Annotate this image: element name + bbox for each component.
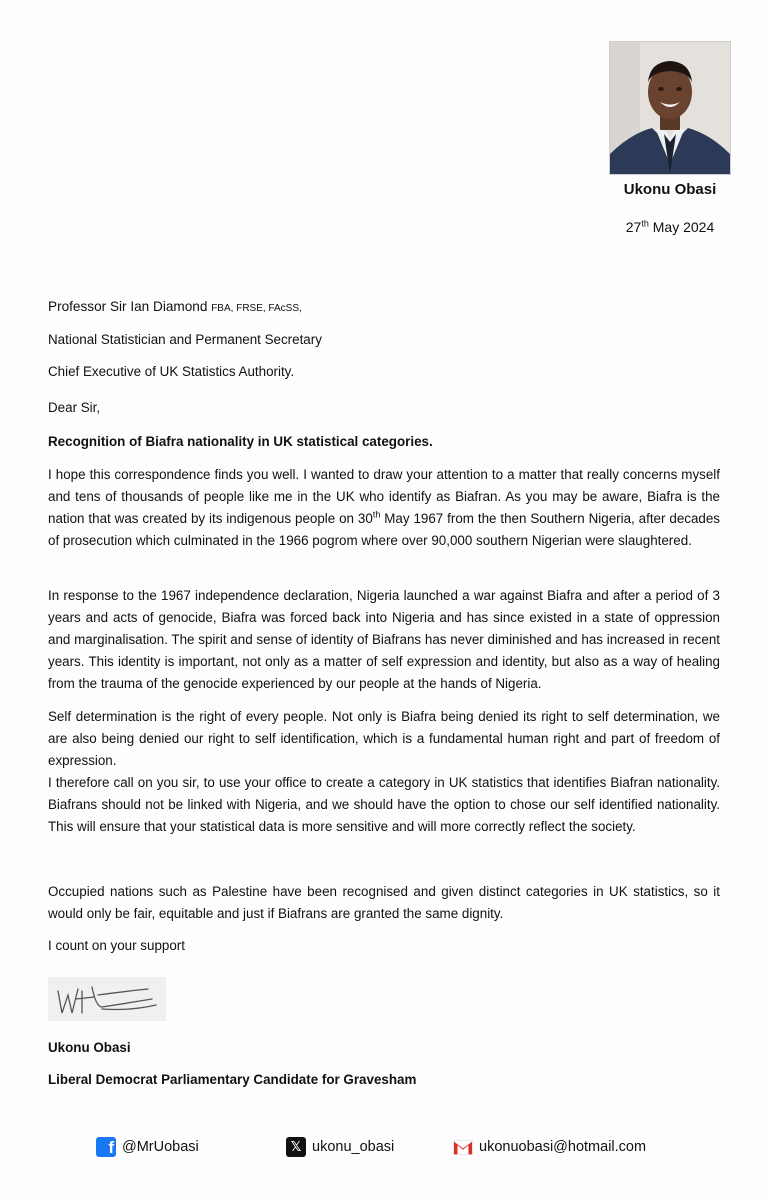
recipient-name (48, 296, 720, 320)
paragraph-4: I therefore call on you sir, to use your office to create a category in UK statistics that identifies Biafran nationality. Biafrans should not be linked with Nigeria, and we should have the option to chose our self identified nationality. This will ensure that your statistical data is more sensitive and will more correctly reflect the society. (48, 775, 720, 834)
facebook-handle[interactable]: @MrUobasi (122, 1139, 199, 1155)
date-day: 27 (625, 219, 642, 235)
paragraph-3: Self determination is the right of every people. Not only is Biafra being denied its right to self determination, we are also being denied our right to self identification, which is a fundamental human right and part of freedom of expression. (48, 709, 720, 768)
signoff-title: Liberal Democrat Parliamentary Candidate for Gravesham (48, 1072, 417, 1087)
date-month-year: May 2024 (652, 219, 715, 235)
paragraph-1-end: May 1967 from the then Southern Nigeria, after decades of prosecution which culminated in the 1966 pogrom where over 90,000 southern Nigerian were slaughtered. (48, 511, 721, 548)
paragraph-1-start: I hope this correspondence finds you well. I wanted to draw your attention to a matter that really concerns myself and tens of thousands of people like me in the UK who identify as Biafran. As you may be aware, Biafra is the nation that was created by its indigenous people on 30 (48, 467, 720, 526)
closing-line: I count on your support (48, 938, 185, 953)
signoff-name: Ukonu Obasi (48, 1040, 131, 1055)
gmail-icon (453, 1136, 473, 1158)
x-icon: 𝕏 (286, 1136, 306, 1158)
paragraph-1-suffix: th (372, 509, 381, 520)
paragraph-2: In response to the 1967 independence declaration, Nigeria launched a war against Biafra and after a period of 3 years and acts of genocide, Biafra was forced back into Nigeria and has since existed in a state of oppression and marginalisation. The spirit and sense of identity of Biafrans has never diminished and has increased in recent years. This identity is important, not only as a matter of self expression and identity, but also as a way of healing from the trauma of the genocide experienced by our people at the hands of Nigeria. (48, 588, 720, 691)
recipient-name-text: Professor Sir Ian Diamond (48, 299, 208, 314)
letter-date (600, 219, 740, 235)
paragraph-5: Occupied nations such as Palestine have been recognised and given distinct categories in UK statistics, so it would only be fair, equitable and just if Biafrans are granted the same dignity. (48, 884, 720, 921)
handwritten-signature (48, 977, 166, 1021)
date-suffix: th (641, 218, 649, 229)
x-contact[interactable] (286, 1136, 394, 1158)
email-address[interactable]: ukonuobasi@hotmail.com (479, 1139, 647, 1155)
contact-bar (0, 1136, 769, 1170)
salutation: Dear Sir, (48, 400, 101, 415)
author-photo (609, 41, 731, 175)
letter-subject: Recognition of Biafra nationality in UK statistical categories. (48, 434, 433, 449)
paragraph-1 (48, 464, 720, 552)
recipient-role: National Statistician and Permanent Secretary (48, 332, 322, 347)
x-handle[interactable]: ukonu_obasi (312, 1139, 395, 1155)
author-name: Ukonu Obasi (623, 181, 717, 198)
facebook-contact[interactable] (96, 1136, 199, 1158)
recipient-postnominals: FBA, FRSE, FAcSS, (211, 303, 302, 314)
email-contact[interactable] (453, 1136, 646, 1158)
facebook-icon: f (96, 1136, 116, 1158)
recipient-organisation: Chief Executive of UK Statistics Authority. (48, 364, 295, 379)
